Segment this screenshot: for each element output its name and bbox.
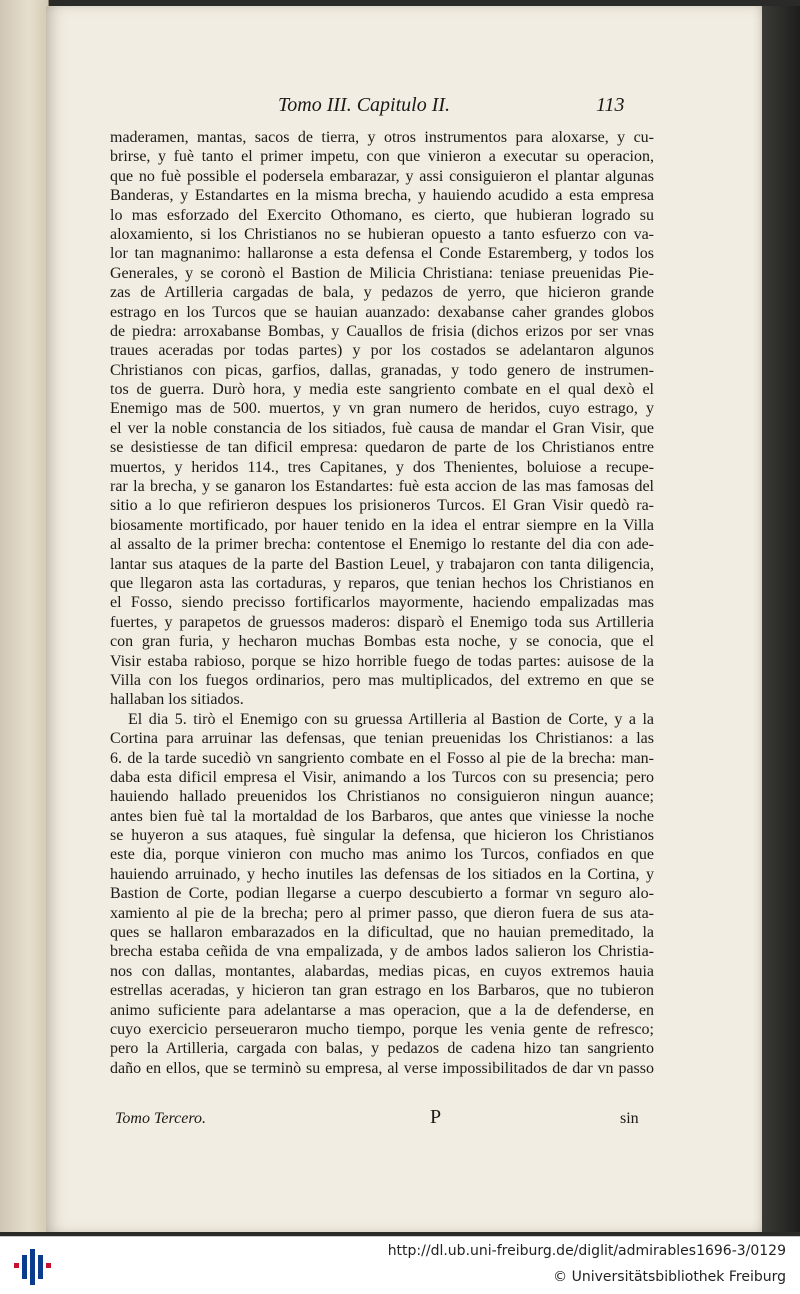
paragraph-start-line: El dia 5. tirò el Enemigo con su gruessa Artilleria al Bastion de Corte, y a la [128, 710, 654, 728]
text-line: Enemigo mas de 500. muertos, y vn gran numero de heridos, cuyo estrago, y [110, 400, 654, 418]
text-line: nos con dallas, montantes, alabardas, medias picas, en cuyos extremos hauia [110, 962, 654, 980]
text-line: Villa con los fuegos ordinarios, pero mas multiplicados, del extremo en que se [110, 671, 654, 689]
text-line: este dia, porque vinieron con mucho mas animo los Turcos, confiados en que [110, 846, 654, 864]
text-line: lantar sus ataques de la parte del Bastion Leuel, y trabajaron con tanta diligencia, [110, 555, 654, 573]
signature-mark: P [430, 1106, 442, 1128]
text-line: hauiendo hallado preuenidos los Christianos no consiguieron ningun auance; [110, 788, 654, 806]
text-line: cuyo exercicio perseueraron mucho tiempo, porque les venia gente de refresco; [110, 1020, 654, 1038]
text-line: se desistiesse de tan dificil empresa: quedaron de parte de los Christianos entre [110, 439, 654, 457]
text-line: ques se hallaron embarazados en la dificultad, que no hauian premeditado, la [110, 924, 654, 942]
text-line: fuertes, y parapetos de gruessos maderos: disparò el Enemigo toda sus Artilleria [110, 613, 654, 631]
text-line: se huyeron a sus ataques, fuè singular la defensa, que hicieron los Christianos [110, 827, 654, 845]
text-line: Christianos con picas, garfios, dallas, granadas, y todo genero de instrumen- [110, 361, 654, 379]
text-line: Banderas, y Estandartes en la misma brecha, y hauiendo acudido a esta empresa [110, 187, 654, 205]
text-line: de piedra: arroxabanse Bombas, y Cauallos de frisia (dichos erizos por ser vnas [110, 322, 654, 340]
text-line: maderamen, mantas, sacos de tierra, y otros instrumentos para aloxarse, y cu- [110, 129, 654, 146]
left-page-edge [0, 0, 49, 1232]
text-line: tos de guerra. Durò hora, y media este sangriento combate en el qual dexò el [110, 381, 654, 399]
text-line: Visir estaba rabioso, porque se hizo horrible fuego de todas partes: auisose de la [110, 652, 654, 670]
text-line: traues aceradas por todas partes) y por los costados se adelantaron algunos [110, 342, 654, 360]
text-line: Cortina para arruinar las defensas, que tenian preuenidas los Christianos: a las [110, 730, 654, 748]
text-line: rar la brecha, y se ganaron los Estandartes: fuè esta accion de las mas famosas del [110, 478, 654, 496]
text-line: zas de Artilleria cargadas de bala, y pedazos de yerro, que hicieron grande [110, 284, 654, 302]
volume-catchword: Tomo Tercero. [115, 1110, 206, 1127]
text-line: 6. de la tarde sucediò vn sangriento combate en el Fosso al pie de la brecha: man- [110, 749, 654, 767]
text-line: estrago en los Turcos que se hauian auanzado: dexabanse caher grandes globos [110, 303, 654, 321]
text-line: Generales, y se coronò el Bastion de Milicia Christiana: teniase preuenidas Pie- [110, 264, 654, 282]
permalink-url[interactable]: http://dl.ub.uni-freiburg.de/diglit/admirables1696-3/0129 [387, 1243, 786, 1259]
text-line: que llegaron asta las cortaduras, y reparos, que tenian hechos los Christianos en [110, 574, 654, 592]
text-line: el Fosso, siendo precisso fortificarlos mayormente, haciendo empalizadas mas [110, 594, 654, 612]
right-page-shadow [762, 6, 800, 1232]
page-number: 113 [596, 94, 625, 116]
text-line: antes bien fuè tal la mortaldad de los Barbaros, que antes que viniesse la noche [110, 807, 654, 825]
text-line: al assalto de la primer brecha: contentose el Enemigo lo restante del dia con ade- [110, 536, 654, 554]
text-line: daño en ellos, que se terminò su empresa, al verse impossibilitados de dar vn passo [110, 1059, 654, 1077]
text-line: daba esta dificil empresa el Visir, animando a los Turcos con su presencia; pero [110, 768, 654, 786]
body-text [110, 128, 654, 1078]
text-line: animo suficiente para adelantarse a mas operacion, que a la de defenderse, en [110, 1001, 654, 1019]
text-line: pero la Artilleria, cargada con balas, y pedazos de cadena hizo tan sangriento [110, 1040, 654, 1058]
text-line: xamiento al pie de la brecha; pero al primer passo, que dieron fuera de sus ata- [110, 904, 654, 922]
text-line: brecha estaba ceñida de vna empalizada, y de ambos lados salieron los Christia- [110, 943, 654, 961]
text-line: muertos, y heridos 114., tres Capitanes, y dos Thenientes, boluiose a recupe- [110, 458, 654, 476]
text-line: sitio a lo que refirieron despues los prisioneros Turcos. El Gran Visir quedò ra- [110, 497, 654, 515]
text-line: con gran furia, y hecharon muchas Bombas esta noche, y se conocia, que el [110, 633, 654, 651]
text-line: aloxamiento, si los Christianos no se hubieran opuesto a tanto esfuerzo con va- [110, 225, 654, 243]
text-line: que no fuè possible el podersela embarazar, y assi consiguieron el plantar algunas [110, 167, 654, 185]
text-line: estrellas aceradas, y hicieron tan gran estrago en los Barbaros, que no tubieron [110, 982, 654, 1000]
text-line: el ver la noble constancia de los sitiados, fuè causa de mandar el Gran Visir, que [110, 419, 654, 437]
catchword: sin [620, 1110, 639, 1127]
text-line: hauiendo arruinado, y hecho inutiles las defensas de los sitiados en la Cortina, y [110, 865, 654, 883]
text-line: lo mas esforzado del Exercito Othomano, es cierto, que hubieran logrado su [110, 206, 654, 224]
copyright-notice: © Universitätsbibliothek Freiburg [553, 1269, 786, 1285]
text-line: lor tan magnanimo: hallaronse a esta defensa el Conde Estaremberg, y todos los [110, 245, 654, 263]
text-line: brirse, y fuè tanto el primer impetu, con que vinieron a executar su operacion, [110, 148, 654, 166]
running-head: Tomo III. Capitulo II. [278, 94, 451, 116]
text-line: hallaban los sitiados. [110, 691, 244, 709]
library-logo-icon [12, 1247, 52, 1287]
text-line: Bastion de Corte, podian llegarse a cuerpo descubierto a formar vn seguro alo- [110, 885, 654, 903]
viewer-footer [0, 1236, 800, 1294]
text-line: biosamente mortificado, por hauer tenido en la idea el entrar siempre en la Villa [110, 516, 654, 534]
